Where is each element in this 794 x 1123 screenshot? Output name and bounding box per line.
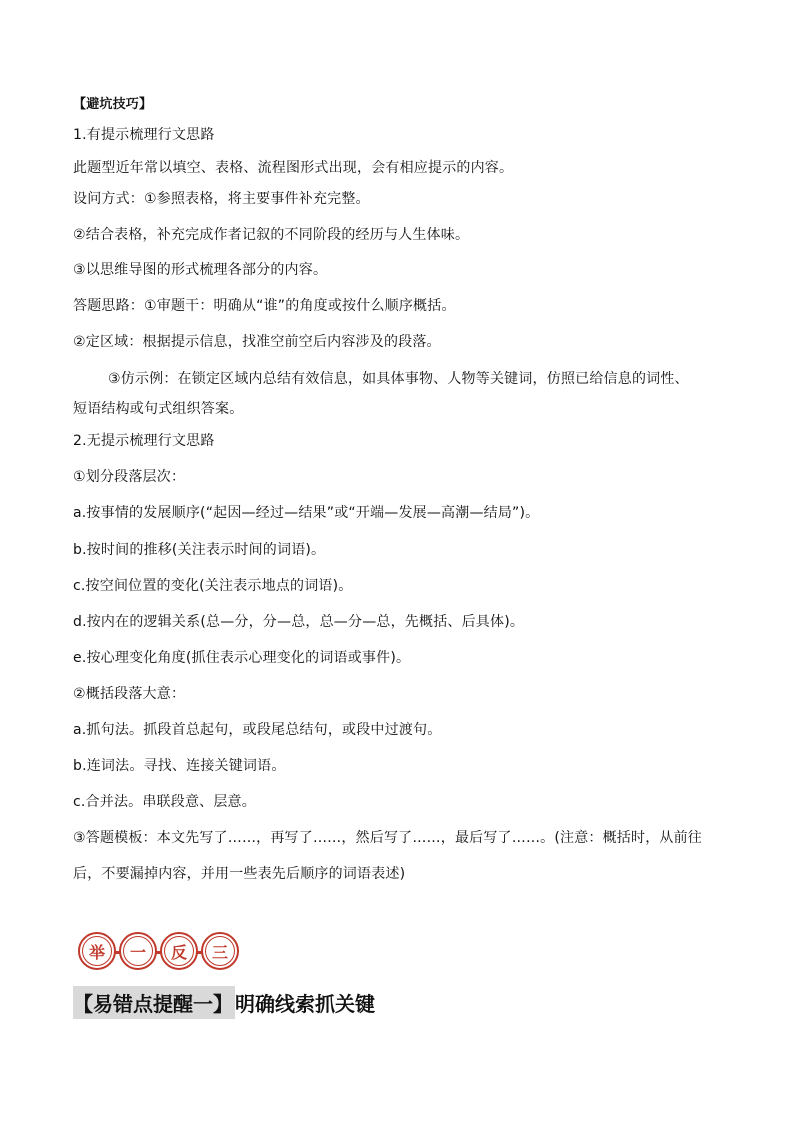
badge-circle <box>119 932 157 970</box>
paragraph-line: 短语结构或句式组织答案。 <box>73 401 244 417</box>
ju-yi-fan-san-badge-group <box>78 931 242 975</box>
paragraph-line: a.抓句法。抓段首总起句，或段尾总结句，或段中过渡句。 <box>73 722 442 738</box>
badge-char: 举 <box>82 936 112 966</box>
tips-heading: 【避坑技巧】 <box>73 97 153 112</box>
badge-circle <box>201 932 239 970</box>
badge-char: 一 <box>123 936 153 966</box>
paragraph-line: ②定区域：根据提示信息，找准空前空后内容涉及的段落。 <box>73 334 441 350</box>
paragraph-line: 设问方式：①参照表格，将主要事件补充完整。 <box>73 191 370 207</box>
paragraph-line: 后，不要漏掉内容，并用一些表先后顺序的词语表述) <box>73 866 406 882</box>
paragraph-line: b.连词法。寻找、连接关键词语。 <box>73 758 286 774</box>
badge-char: 反 <box>164 936 194 966</box>
paragraph-line: d.按内在的逻辑关系(总—分，分—总，总—分—总，先概括、后具体)。 <box>73 614 525 630</box>
paragraph-line: ③答题模板：本文先写了……，再写了……，然后写了……，最后写了……。(注意：概括时，从前往 <box>73 830 703 846</box>
paragraph-line: ③以思维导图的形式梳理各部分的内容。 <box>73 262 328 278</box>
paragraph-line: a.按事情的发展顺序(“起因—经过—结果”或“开端—发展—高潮—结局”)。 <box>73 505 540 521</box>
paragraph-line: ②概括段落大意： <box>73 686 186 702</box>
paragraph-line: 答题思路：①审题干：明确从“谁”的角度或按什么顺序概括。 <box>73 298 456 314</box>
subheading-without-hints: 2.无提示梳理行文思路 <box>73 433 215 449</box>
section-text: 明确线索抓关键 <box>235 991 375 1016</box>
paragraph-line: c.合并法。串联段意、层意。 <box>73 794 256 810</box>
section-label: 【易错点提醒一】 <box>73 986 235 1019</box>
badge-circle <box>78 932 116 970</box>
paragraph-line: ②结合表格，补充完成作者记叙的不同阶段的经历与人生体味。 <box>73 227 470 243</box>
badge-char: 三 <box>205 936 235 966</box>
paragraph-line: e.按心理变化角度(抓住表示心理变化的词语或事件)。 <box>73 650 411 666</box>
paragraph-line: ③仿示例：在锁定区域内总结有效信息，如具体事物、人物等关键词，仿照已给信息的词性、 <box>108 371 689 387</box>
paragraph-line: 此题型近年常以填空、表格、流程图形式出现，会有相应提示的内容。 <box>73 160 514 176</box>
paragraph-line: b.按时间的推移(关注表示时间的词语)。 <box>73 542 326 558</box>
subheading-with-hints: 1.有提示梳理行文思路 <box>73 127 215 143</box>
paragraph-line: ①划分段落层次： <box>73 469 186 485</box>
badge-circle <box>160 932 198 970</box>
paragraph-line: c.按空间位置的变化(关注表示地点的词语)。 <box>73 578 353 594</box>
section-title <box>73 987 375 1017</box>
